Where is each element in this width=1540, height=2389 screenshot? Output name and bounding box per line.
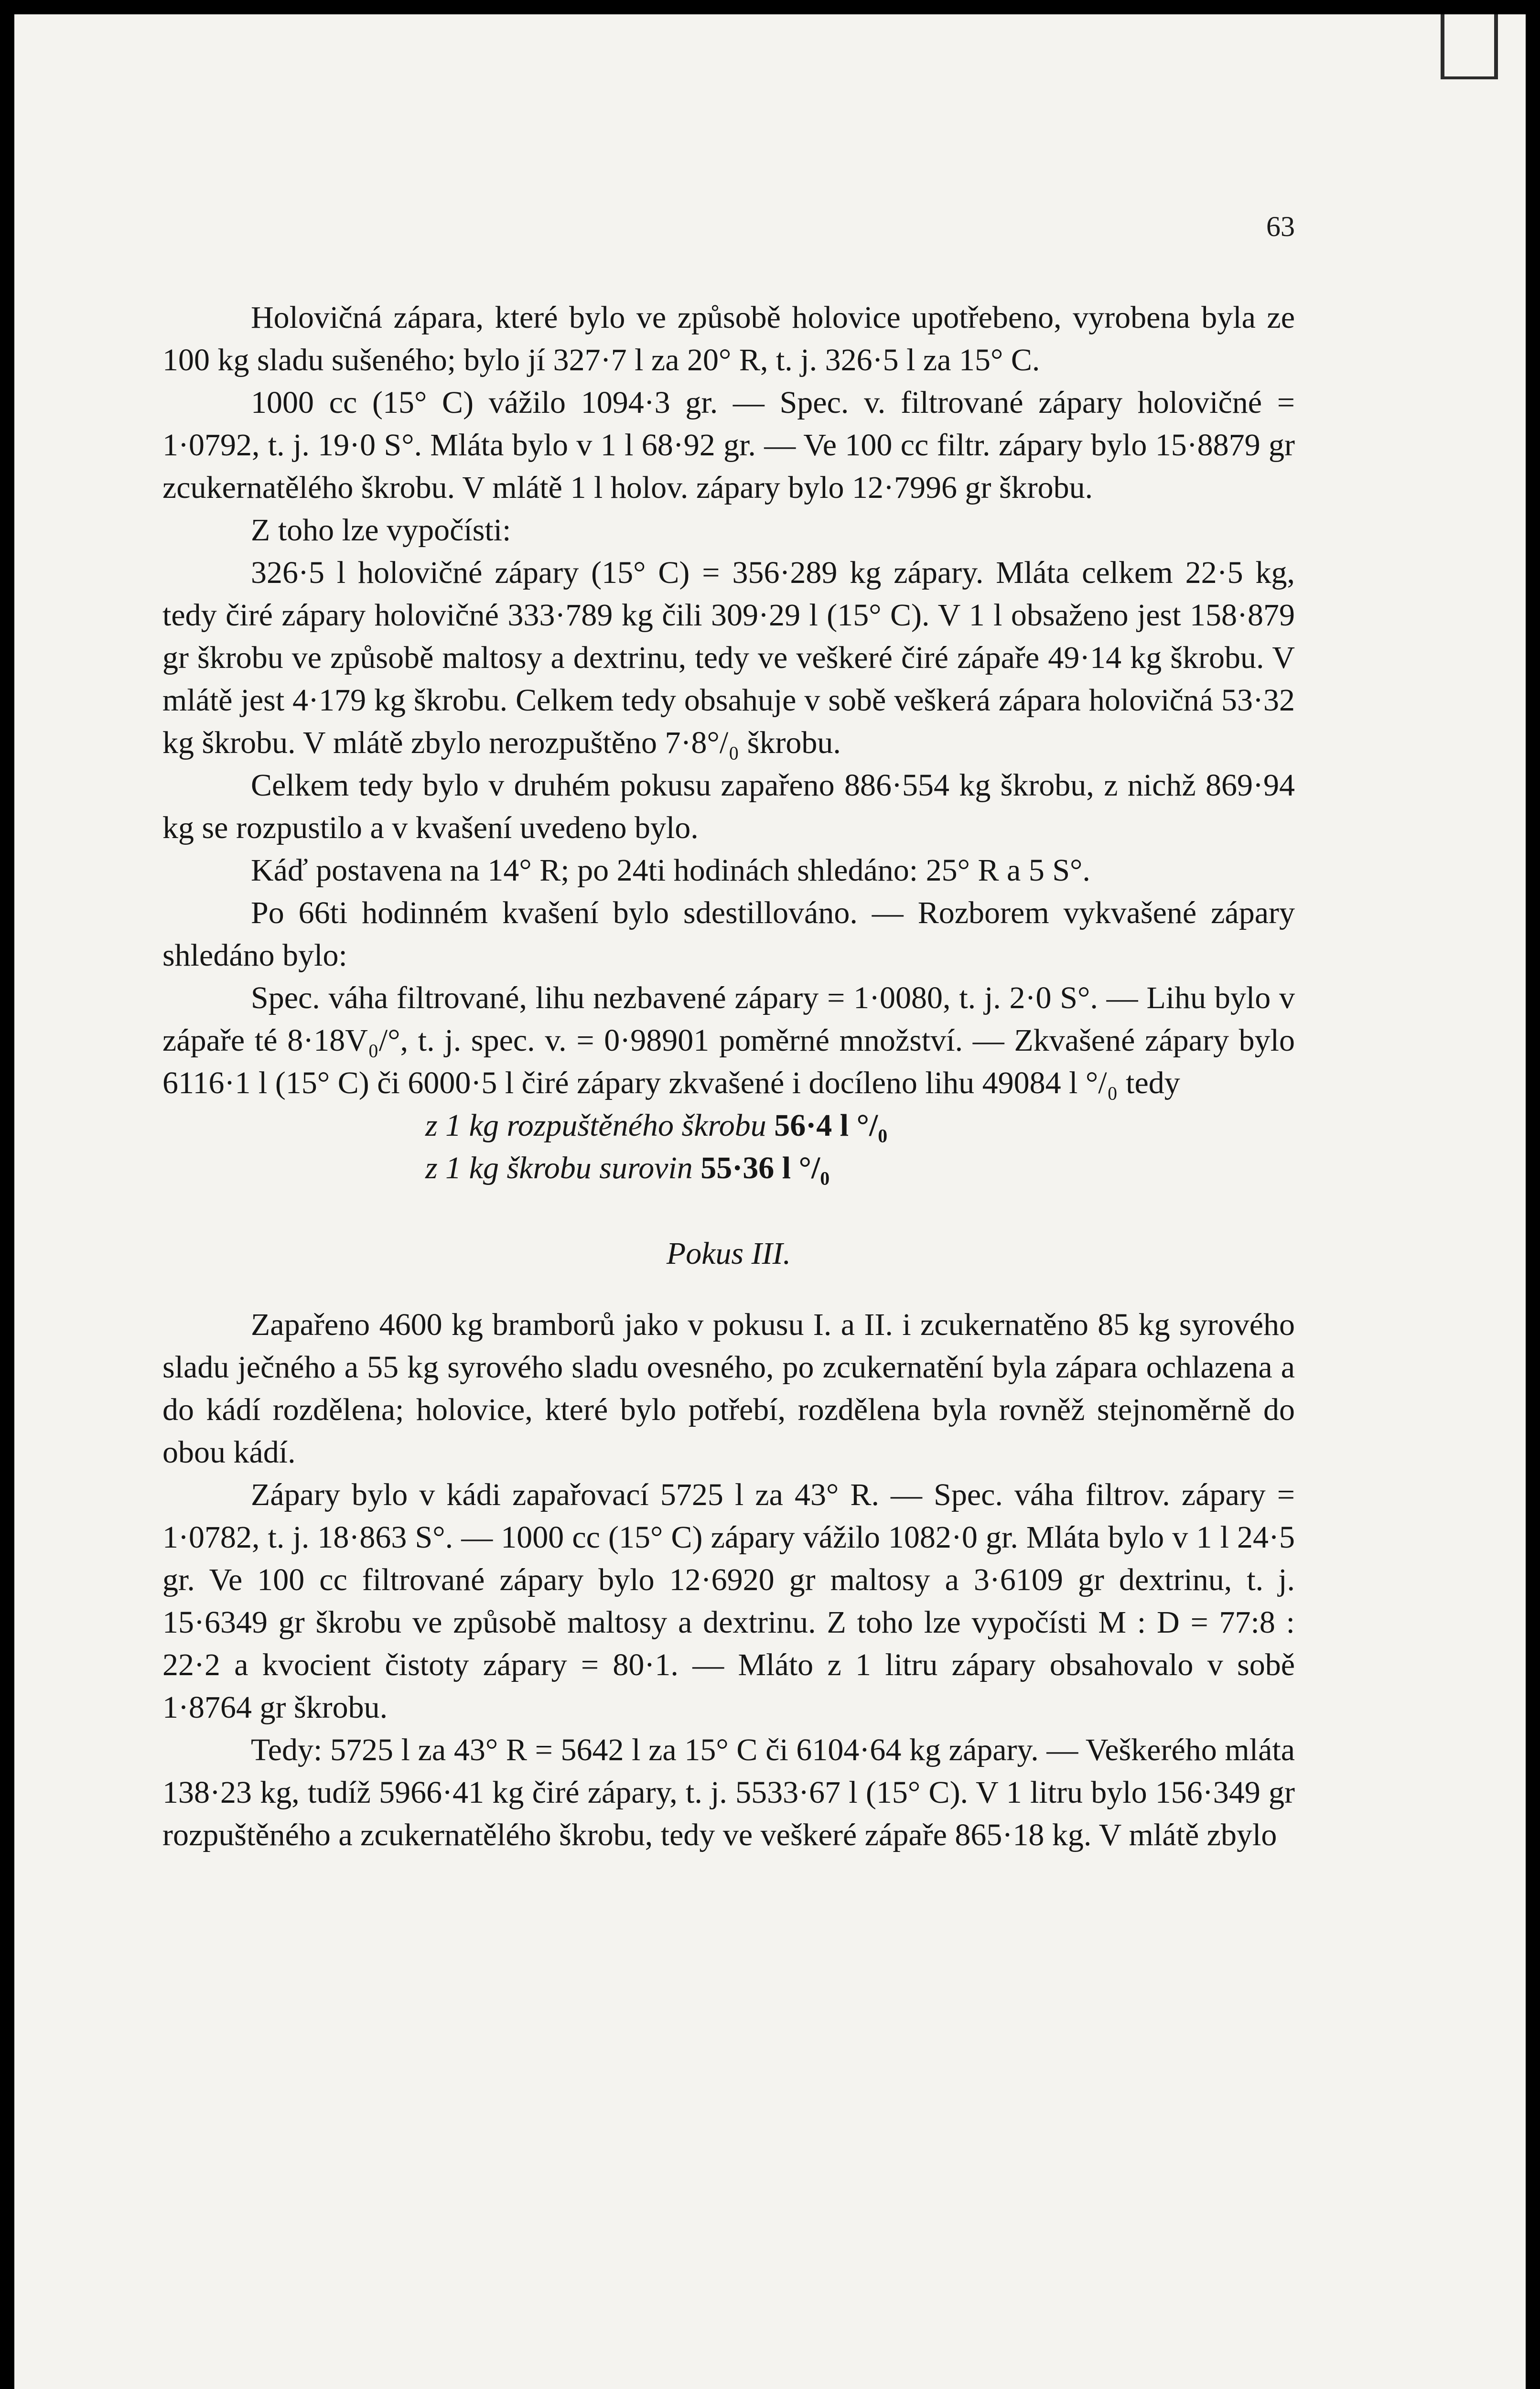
paragraph: Z toho lze vypočísti:: [251, 513, 511, 548]
paragraph: Zapařeno 4600 kg bramborů jako v pokusu I. a II. i zcukernatěno 85 kg syrového sladu ječného a 55 kg syrového sladu ovesného, po zcukernatění byla zápara ochlazena a do kádí rozdělena; holovice, které bylo potřebí, rozdělena byla rovněž stejnoměrně do obou kádí.: [162, 1307, 1295, 1470]
paragraph: Celkem tedy bylo v druhém pokusu zapařeno 886·554 kg škrobu, z nichž 869·94 kg se rozpustilo a v kvašení uvedeno bylo.: [162, 768, 1295, 845]
scanned-page: [14, 14, 1526, 2389]
paragraph: Zápary bylo v kádi zapařovací 5725 l za 43° R. — Spec. váha filtrov. zápary = 1·0782, t. j. 18·863 S°. — 1000 cc (15° C) zápary vážilo 1082·0 gr. Mláta bylo v 1 l 24·5 gr. Ve 100 cc filtrované zápary bylo 12·6920 gr maltosy a 3·6109 gr dextrinu, t. j. 15·6349 gr škrobu ve způsobě maltosy a dextrinu. Z toho lze vypočísti M : D = 77:8 : 22·2 a kvocient čistoty zápary = 80·1. — Mláto z 1 litru zápary obsahovalo v sobě 1·8764 gr škrobu.: [162, 1477, 1295, 1725]
paragraph: Káď postavena na 14° R; po 24ti hodinách shledáno: 25° R a 5 S°.: [251, 853, 1090, 888]
paragraph: 1000 cc (15° C) vážilo 1094·3 gr. — Spec. v. filtrované zápary holovičné = 1·0792, t. j. 19·0 S°. Mláta bylo v 1 l 68·92 gr. — Ve 100 cc filtr. zápary bylo 15·8879 gr zcukernatělého škrobu. V mlátě 1 l holov. zápary bylo 12·7996 gr škrobu.: [162, 385, 1295, 505]
page-number: 63: [1266, 211, 1295, 242]
scan-edge-mark: [1441, 14, 1444, 76]
formula-line: [162, 1104, 1295, 1147]
paragraph: Po 66ti hodinném kvašení bylo sdestillováno. — Rozborem vykvašené zápary shledáno bylo:: [162, 895, 1295, 973]
paragraph: Tedy: 5725 l za 43° R = 5642 l za 15° C či 6104·64 kg zápary. — Veškerého mláta 138·23 kg, tudíž 5966·41 kg čiré zápary, t. j. 5533·67 l (15° C). V 1 litru bylo 156·349 gr rozpuštěného a zcukernatělého škrobu, tedy ve veškeré zápaře 865·18 kg. V mlátě zbylo: [162, 1733, 1295, 1852]
formula-label: z 1 kg rozpuštěného škrobu: [425, 1108, 766, 1143]
paragraph: Spec. váha filtrované, lihu nezbavené zápary = 1·0080, t. j. 2·0 S°. — Lihu bylo v zápaře té 8·18V₀/°, t. j. spec. v. = 0·98901 poměrné množství. — Zkvašené zápary bylo 6116·1 l (15° C) či 6000·5 l čiré zápary zkvašené i docíleno lihu 49084 l °/₀ tedy: [162, 980, 1295, 1100]
section-title: Pokus III.: [666, 1236, 791, 1271]
formula-line: [162, 1147, 1295, 1189]
scan-edge-mark: [1494, 14, 1498, 79]
paragraph: Holovičná zápara, které bylo ve způsobě holovice upotřebeno, vyrobena byla ze 100 kg sladu sušeného; bylo jí 327·7 l za 20° R, t. j. 326·5 l za 15° C.: [162, 300, 1295, 377]
paragraph: 326·5 l holovičné zápary (15° C) = 356·289 kg zápary. Mláta celkem 22·5 kg, tedy čiré zápary holovičné 333·789 kg čili 309·29 l (15° C). V 1 l obsaženo jest 158·879 gr škrobu ve způsobě maltosy a dextrinu, tedy ve veškeré čiré zápaře 49·14 kg škrobu. V mlátě jest 4·179 kg škrobu. Celkem tedy obsahuje v sobě veškerá zápara holovičná 53·32 kg škrobu. V mlátě zbylo nerozpuštěno 7·8°/₀ škrobu.: [162, 555, 1295, 760]
formula-value: 55·36 l °/₀: [700, 1151, 830, 1185]
scan-edge-mark: [1441, 76, 1498, 79]
formula-label: z 1 kg škrobu surovin: [425, 1151, 693, 1185]
formula-value: 56·4 l °/₀: [774, 1108, 888, 1143]
body-text: [162, 296, 1295, 1856]
